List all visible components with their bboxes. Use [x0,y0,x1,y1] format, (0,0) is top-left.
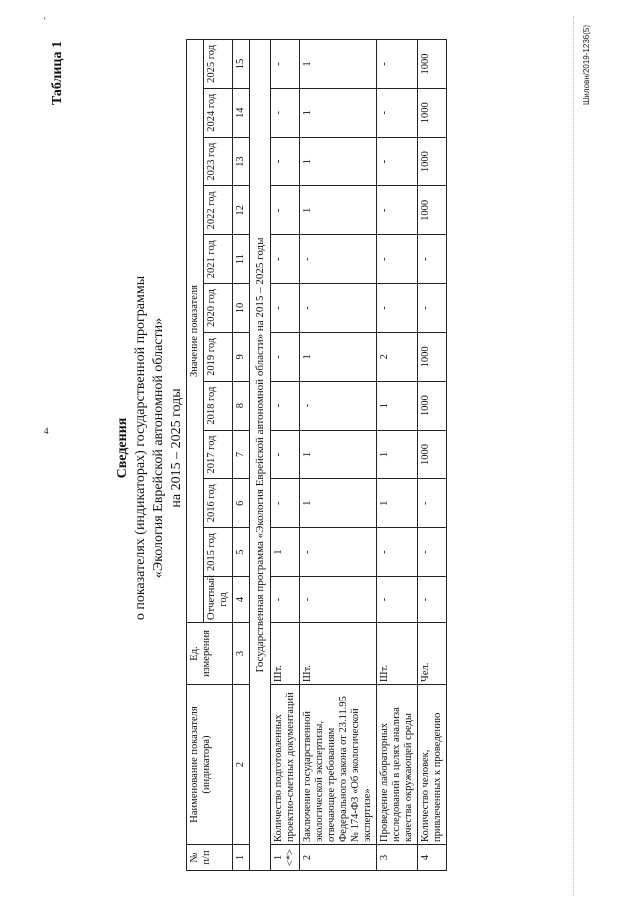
header-year: 2016 год [204,479,233,528]
value-cell: - [377,577,418,623]
value-cell: - [271,40,300,89]
indicator-name: Количество человек, привлеченных к проведению [418,685,447,845]
table-row [377,40,418,871]
value-cell: - [377,528,418,577]
value-cell: - [271,186,300,235]
unit-cell: Шт. [300,623,377,685]
header-report-year: Отчетный год [204,577,233,623]
column-number: 14 [233,88,250,137]
title-line-1: Сведения [115,417,130,479]
header-year: 2021 год [204,235,233,284]
column-numbers-row [233,40,250,871]
value-cell: - [271,88,300,137]
title-line-4: на 2015 – 2025 годы [169,388,184,508]
value-cell: - [377,88,418,137]
column-number: 5 [233,528,250,577]
column-number: 2 [233,685,250,845]
value-cell: - [418,479,447,528]
table-row [271,40,300,871]
value-cell: - [300,235,377,284]
value-cell: - [418,284,447,333]
value-cell: 1 [300,40,377,89]
value-cell: - [271,381,300,430]
value-cell: 1000 [418,88,447,137]
header-year: 2020 год [204,284,233,333]
value-cell: 1000 [418,186,447,235]
column-number: 12 [233,186,250,235]
value-cell: - [271,577,300,623]
value-cell: - [300,577,377,623]
header-year: 2023 год [204,137,233,186]
title-line-2: о показателях (индикаторах) государственной программы [133,275,148,621]
value-cell: - [271,332,300,381]
column-number: 4 [233,577,250,623]
value-cell: - [377,186,418,235]
unit-cell: Шт. [271,623,300,685]
value-cell: 1 [300,430,377,479]
header-year: 2025 год [204,40,233,89]
header-year: 2015 год [204,528,233,577]
value-cell: - [377,40,418,89]
column-number: 9 [233,332,250,381]
header-year: 2024 год [204,88,233,137]
unit-cell: Чел. [418,623,447,685]
header-num: № п/п [187,845,233,871]
row-number: 1 <*> [271,845,300,871]
page-number: 4 [44,426,49,436]
indicator-name: Количество подготовленных проектно-сметных документаций [271,685,300,845]
row-number: 2 [300,845,377,871]
section-title: Государственная программа «Экология Еврейской автономной области» на 2015 – 2025 годы [250,40,271,871]
table-row [300,40,377,871]
rotated-page-content [22,13,622,883]
column-number: 1 [233,845,250,871]
value-cell: - [418,235,447,284]
indicator-name: Заключение государственной экологической экспертизы, отвечающее требованиям Федерального закона от 23.11.95 № 174-ФЗ «Об экологической экспертизе» [300,685,377,845]
value-cell: - [300,284,377,333]
header-year: 2018 год [204,381,233,430]
header-year: 2017 год [204,430,233,479]
value-cell: 1 [300,137,377,186]
footer-code: Шиловн/2019-1236(5) [582,25,591,105]
column-number: 6 [233,479,250,528]
column-number: 3 [233,623,250,685]
value-cell: 1 [300,186,377,235]
row-number: 3 [377,845,418,871]
table-row [418,40,447,871]
value-cell: 1000 [418,381,447,430]
value-cell: - [377,235,418,284]
header-name: Наименование показателя (индикатора) [187,685,233,845]
value-cell: 1 [377,479,418,528]
value-cell: - [271,284,300,333]
value-cell: - [271,430,300,479]
title-line-3: «Экология Еврейской автономной области» [151,317,166,579]
column-number: 10 [233,284,250,333]
section-row [250,40,271,871]
value-cell: 1 [271,528,300,577]
unit-cell: Шт. [377,623,418,685]
column-number: 7 [233,430,250,479]
value-cell: 1000 [418,332,447,381]
value-cell: - [300,528,377,577]
value-cell: 1 [300,88,377,137]
column-number: 8 [233,381,250,430]
row-number: 4 [418,845,447,871]
column-number: 15 [233,40,250,89]
table-label: Таблица 1 [50,41,65,106]
value-cell: 1 [377,381,418,430]
value-cell: - [271,235,300,284]
indicators-table [186,39,447,871]
value-cell: 1 [300,332,377,381]
value-cell: 1000 [418,40,447,89]
value-cell: - [300,381,377,430]
indicator-name: Проведение лабораторных исследований в целях анализа качества окружающей среды [377,685,418,845]
column-number: 13 [233,137,250,186]
value-cell: 1 [377,430,418,479]
header-row-1 [187,40,204,871]
value-cell: - [418,528,447,577]
value-cell: 2 [377,332,418,381]
value-cell: - [418,577,447,623]
header-year: 2019 год [204,332,233,381]
column-number: 11 [233,235,250,284]
table-body [250,40,447,871]
header-year: 2022 год [204,186,233,235]
value-cell: - [377,137,418,186]
value-cell: - [377,284,418,333]
value-cell: 1000 [418,137,447,186]
header-values-group: Значение показателя [187,40,204,623]
header-unit: Ед. измерения [187,623,233,685]
value-cell: 1 [300,479,377,528]
top-mark: ' [44,16,46,26]
value-cell: 1000 [418,430,447,479]
value-cell: - [271,479,300,528]
value-cell: - [271,137,300,186]
